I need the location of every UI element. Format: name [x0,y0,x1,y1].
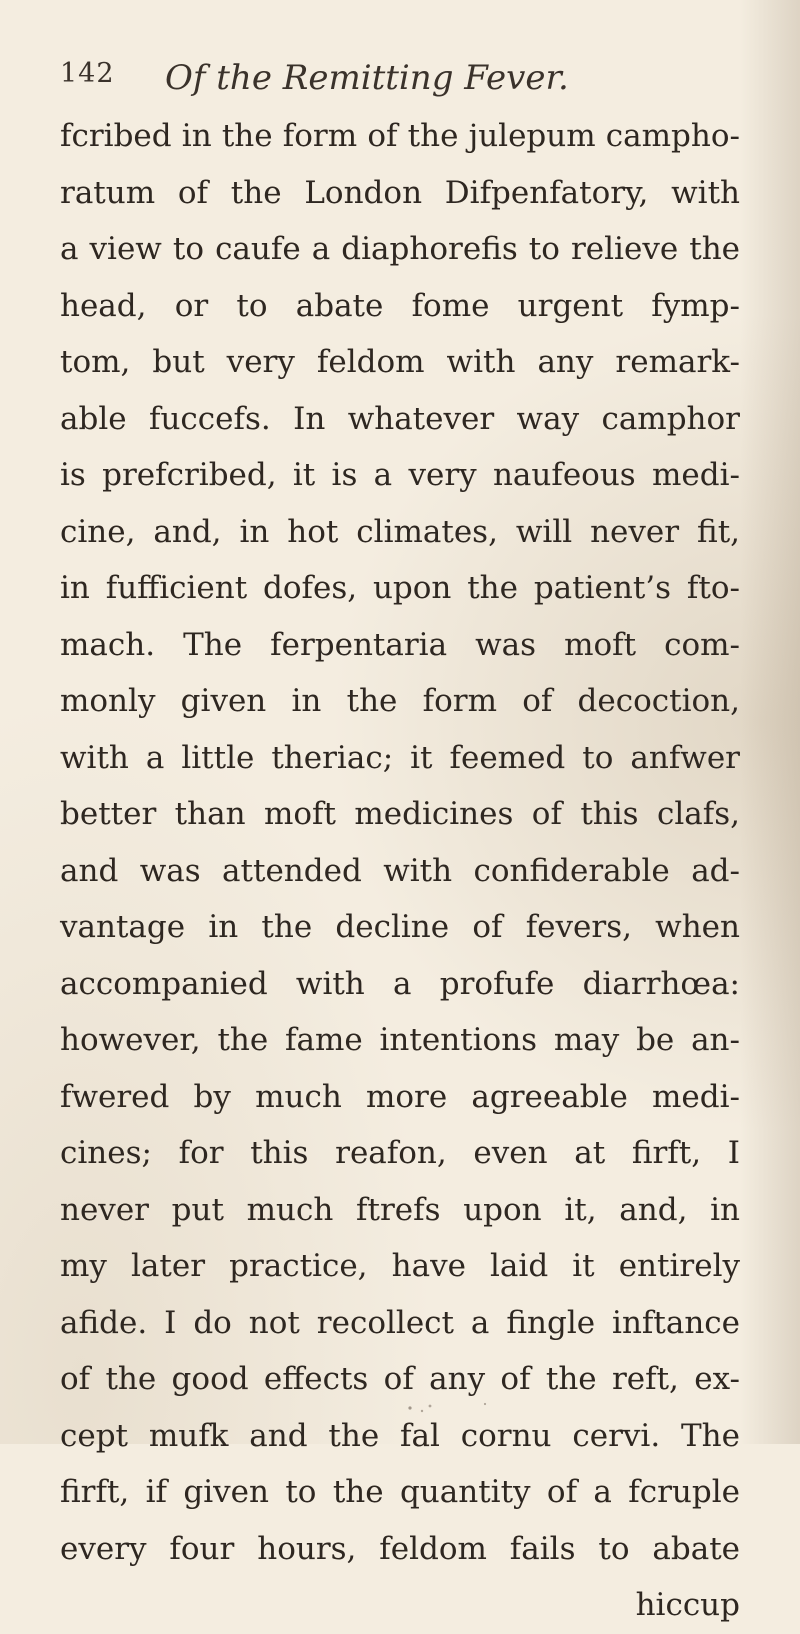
paper-specks [400,1386,520,1426]
running-title: Of the Remitting Fever. [165,58,569,98]
text-line: cines; for this reafon, even at firft, I [60,1135,740,1171]
text-line: tom, but very feldom with any remark- [60,344,740,380]
text-line: afide. I do not recollect a fingle inftance [60,1304,740,1341]
text-line: better than moft medicines of this clafs, [60,796,740,832]
text-line: a view to caufe a diaphorefis to relieve the [60,231,740,267]
text-line: vantage in the decline of fevers, when [60,909,740,945]
text-line: in fufficient dofes, upon the patient’s fto- [60,570,740,606]
catchword: hiccup [635,1587,740,1623]
page-header [60,58,720,108]
text-line: accompanied with a profufe diarrhœa: [60,965,740,1002]
text-line: however, the fame intentions may be an- [60,1022,740,1058]
text-line: fcribed in the form of the julepum campho- [60,118,740,154]
text-line: every four hours, feldom fails to abate [60,1530,740,1567]
text-line: is prefcribed, it is a very naufeous medi- [60,457,740,493]
text-line: cine, and, in hot climates, will never fit, [60,513,740,550]
text-line: my later practice, have laid it entirely [60,1248,740,1284]
text-line: able fuccefs. In whatever way camphor [60,400,740,437]
text-line: cept mufk and the fal cornu cervi. The [60,1417,740,1454]
text-line: firft, if given to the quantity of a fcruple [60,1474,740,1510]
page-gutter-shadow [740,0,800,1444]
text-line: and was attended with confiderable ad- [60,852,740,889]
text-line: of the good effects of any of the reft, ex- [60,1361,740,1397]
page-number: 142 [60,58,115,89]
text-line: never put much ftrefs upon it, and, in [60,1191,740,1228]
text-line: head, or to abate fome urgent fymp- [60,287,740,324]
text-line: monly given in the form of decoction, [60,683,740,719]
text-line: fwered by much more agreeable medi- [60,1078,740,1115]
text-line: ratum of the London Difpenfatory, with [60,174,740,211]
text-line: mach. The ferpentaria was moft com- [60,626,740,663]
text-line: with a little theriac; it feemed to anfwer [60,739,740,776]
